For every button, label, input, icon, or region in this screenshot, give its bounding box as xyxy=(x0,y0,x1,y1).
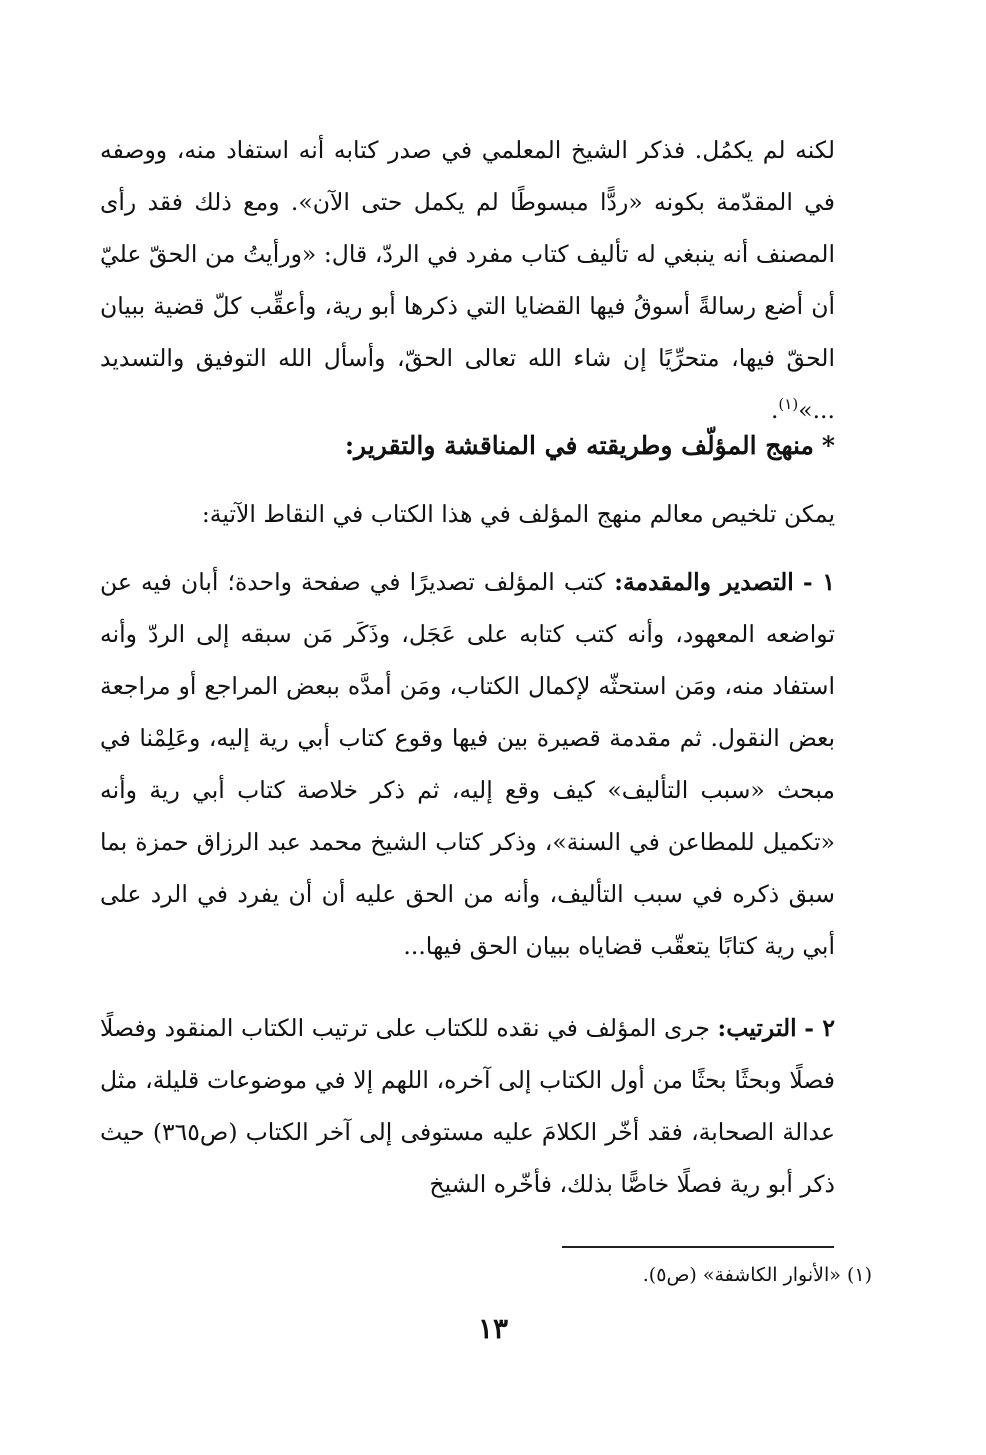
section-heading xyxy=(100,420,835,472)
section-heading-text: منهج المؤلّف وطريقته في المناقشة والتقرير: xyxy=(344,431,814,460)
paragraph-intro-end: . xyxy=(770,396,779,424)
footnote-divider xyxy=(562,1246,834,1248)
paragraph-intro-text: لكنه لم يكمُل. فذكر الشيخ المعلمي في صدر كتابه أنه استفاد منه، ووصفه في المقدّمة بكونه «ردًّا مبسوطًا لم يكمل حتى الآن». ومع ذلك فقد رأى المصنف أنه ينبغي له تأليف كتاب مفرد في الردّ، قال: «ورأيتُ من الحقّ عليّ أن أضع رسالةً أسوقُ فيها القضايا التي ذكرها أبو رية، وأعقِّب كلّ قضية ببيان الحقّ فيها، متحرِّيًا إن شاء الله تعالى الحقّ، وأسأل الله التوفيق والتسديد ...» xyxy=(100,136,835,424)
paragraph-point-2 xyxy=(100,1002,835,1210)
point-1-term: التصدير والمقدمة: xyxy=(614,568,794,596)
footnote-reference[interactable]: (١) xyxy=(778,395,799,414)
paragraph-summary xyxy=(100,488,835,540)
page-number: ١٣ xyxy=(477,1312,509,1345)
heading-star-icon: * xyxy=(821,431,835,460)
point-2-term: الترتيب: xyxy=(717,1014,797,1042)
paragraph-intro xyxy=(100,124,835,436)
paragraph-point-1 xyxy=(100,556,835,972)
footnote-marker: (١) xyxy=(846,1264,872,1286)
point-2-number: ٢ - xyxy=(804,1014,835,1042)
paragraph-summary-text: يمكن تلخيص معالم منهج المؤلف في هذا الكتاب في النقاط الآتية: xyxy=(201,500,835,528)
point-1-number: ١ - xyxy=(802,568,835,596)
point-1-text: كتب المؤلف تصديرًا في صفحة واحدة؛ أبان فيه عن تواضعه المعهود، وأنه كتب كتابه على عَجَل، وذَكَر مَن سبقه إلى الردّ وأنه استفاد منه، ومَن استحثّه لإكمال الكتاب، ومَن أمدَّه ببعض المراجع أو مراجعة بعض النقول. ثم مقدمة قصيرة بين فيها وقوع كتاب أبي رية إليه، وعَلِمْنا في مبحث «سبب التأليف» كيف وقع إليه، ثم ذكر خلاصة كتاب أبي رية وأنه «تكميل للمطاعن في السنة»، وذكر كتاب الشيخ محمد عبد الرزاق حمزة بما سبق ذكره في سبب التأليف، وأنه من الحق عليه أن أن يفرد في الرد على أبي رية كتابًا يتعقّب قضاياه ببيان الحق فيها... xyxy=(100,568,835,960)
footnote-text: «الأنوار الكاشفة» (ص٥). xyxy=(642,1264,841,1286)
footnote xyxy=(500,1260,872,1290)
point-2-text: جرى المؤلف في نقده للكتاب على ترتيب الكتاب المنقود وفصلًا فصلًا وبحثًا بحثًا من أول الكتاب إلى آخره، اللهم إلا في موضوعات قليلة، مثل عدالة الصحابة، فقد أخّر الكلامَ عليه مستوفى إلى آخر الكتاب (ص٣٦٥) حيث ذكر أبو رية فصلًا خاصًّا بذلك، فأخّره الشيخ xyxy=(100,1014,835,1198)
